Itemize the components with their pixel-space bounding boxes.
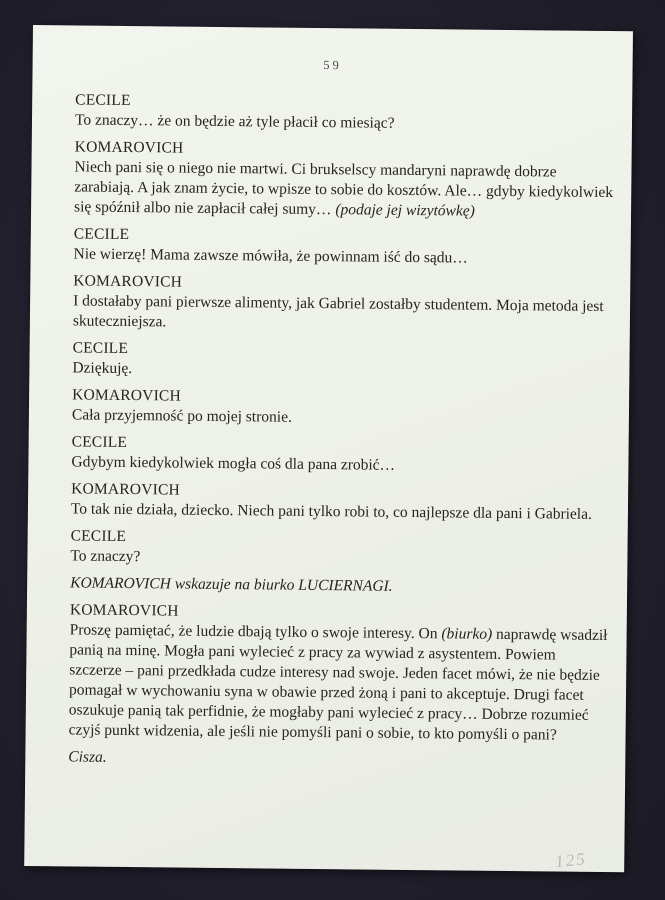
dialogue-block — [72, 385, 612, 431]
stage-direction — [68, 747, 608, 773]
text-segment: Cała przyjemność po mojej stronie. — [71, 406, 292, 426]
dialogue-text — [73, 244, 613, 270]
text-segment: Dziękuję. — [72, 359, 133, 378]
speaker-name: CECILE — [71, 433, 128, 452]
script-page — [24, 25, 633, 872]
dialogue-block — [75, 90, 615, 136]
speaker-name: CECILE — [70, 527, 127, 546]
text-segment: Niech pani się o niego nie martwi. Ci brukselscy mandaryni naprawdę dobrze zarabiają. A jak znam życie, to wpisze to sobie do kosztów. Ale… gdyby kiedykolwiek się spóźnił albo nie zapłacił całej sumy… — [74, 158, 614, 219]
dialogue-text — [72, 358, 612, 384]
text-segment: Gdybym kiedykolwiek mogła coś dla pana zrobić… — [71, 453, 396, 474]
dialogue-block — [72, 338, 612, 384]
dialogue-block — [73, 271, 614, 337]
text-segment: (podaje jej wizytówkę) — [335, 201, 475, 220]
dialogue-block — [73, 224, 613, 270]
text-segment: Nie wierzę! Mama zawsze mówiła, że powinnam iść do sądu… — [73, 245, 468, 267]
dialogue-text — [70, 546, 610, 572]
speaker-name: KOMAROVICH — [73, 272, 183, 291]
dialogue-text — [69, 620, 610, 746]
dialogue-text — [74, 157, 615, 223]
text-segment: Proszę pamiętać, że ludzie dbają tylko o swoje interesy. On — [69, 621, 442, 643]
speaker-name: CECILE — [75, 91, 131, 110]
speaker-name: KOMAROVICH — [72, 386, 182, 405]
text-segment: naprawdę wsadził panią na minę. Mogła pani wylecieć z pracy za wywiad z asystentem. Powiem szczerze – pani przedkłada cudze interesy nad swoje. Jeden facet mówi, że nie będzie pomagał w wychowaniu syna w obawie przed żoną i pani to akceptuje. Drugi facet oszukuje panią tak perfidnie, że mogłaby pani wylecieć z pracy… Dobrze rozumieć czyjś punkt widzenia, ale jeśli nie pomyśli pani o sobie, to kto pomyśli o pani? — [68, 625, 608, 744]
dialogue-block — [71, 479, 611, 525]
dialogue-text — [71, 452, 611, 478]
text-segment: To znaczy? — [70, 547, 141, 566]
dialogue-text — [73, 291, 613, 337]
speaker-name: KOMAROVICH — [71, 480, 181, 499]
text-segment: I dostałaby pani pierwsze alimenty, jak Gabriel zostałby studentem. Moja metoda jest skuteczniejsza. — [72, 292, 604, 331]
text-segment: (biurko) — [441, 625, 493, 643]
speaker-name: CECILE — [72, 339, 129, 358]
dialogue-block — [69, 600, 610, 746]
dialogue-text — [72, 405, 612, 431]
stage-text — [70, 573, 610, 599]
speaker-name: KOMAROVICH — [74, 138, 184, 157]
dialogue-text — [75, 110, 615, 136]
pencil-page-annotation: 125 — [554, 848, 588, 872]
dialogue-block — [71, 432, 611, 478]
stage-direction — [70, 573, 610, 599]
speaker-name: CECILE — [73, 225, 130, 244]
page-number: 59 — [323, 58, 342, 73]
stage-text — [68, 747, 608, 773]
dialogue-text — [71, 499, 611, 525]
text-segment: KOMAROVICH wskazuje na biurko LUCIERNAGI. — [70, 574, 393, 595]
dialogue-block — [74, 137, 615, 223]
text-segment: To tak nie działa, dziecko. Niech pani tylko robi to, co najlepsze dla pani i Gabriela. — [70, 500, 592, 523]
text-segment: Cisza. — [68, 748, 107, 766]
text-segment: To znaczy… że on będzie aż tyle płacił co miesiąc? — [74, 111, 395, 132]
dialogue-block — [70, 526, 610, 572]
speaker-name: KOMAROVICH — [69, 601, 179, 620]
script-blocks — [68, 90, 615, 773]
